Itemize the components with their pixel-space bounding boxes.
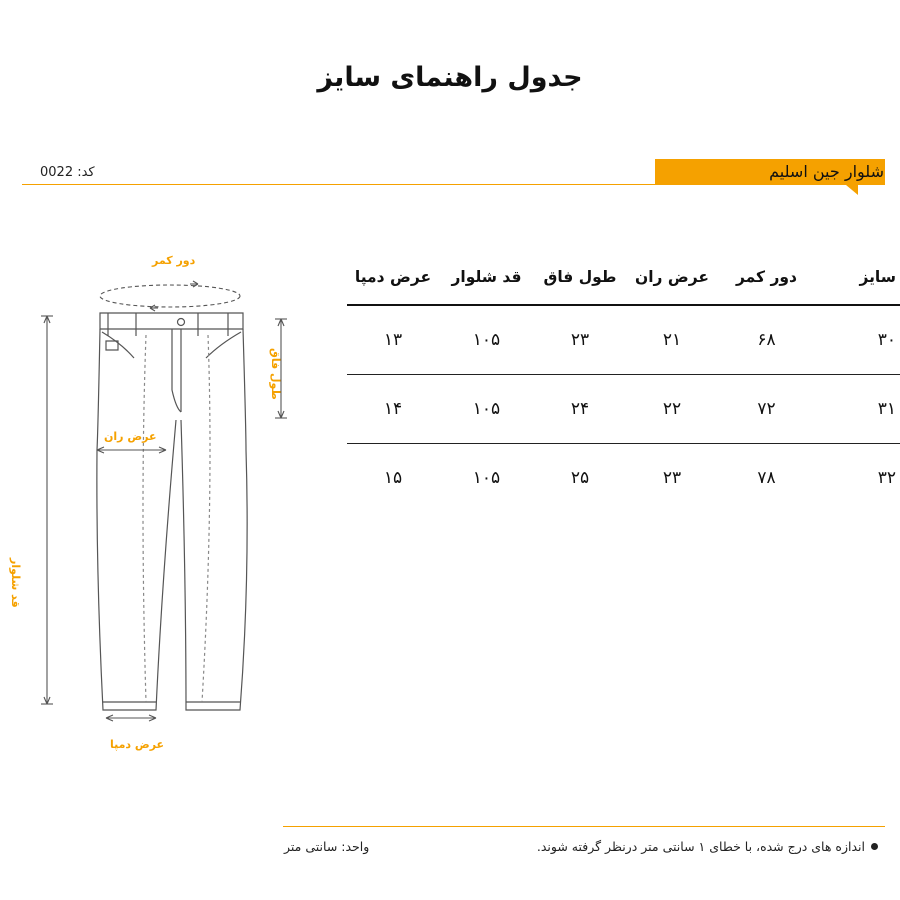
cell-waist: ۷۲ — [718, 375, 815, 444]
footer-unit: واحد: سانتی متر — [284, 839, 370, 854]
cell-rise: ۲۵ — [570, 468, 590, 488]
product-tab-notch — [846, 185, 858, 195]
waist-label: دور کمر — [152, 254, 196, 267]
table-row — [347, 305, 900, 375]
cell-waist: ۷۸ — [757, 468, 776, 488]
cell-hem: ۱۵ — [383, 468, 403, 488]
header-waist: دور کمر — [718, 250, 815, 305]
table-header-row — [347, 250, 900, 305]
table-row — [347, 444, 900, 513]
cell-rise: ۲۳ — [534, 305, 626, 375]
header-length: قد شلوار — [439, 250, 534, 305]
cell-thigh: ۲۲ — [626, 375, 718, 444]
product-code: کد: 0022 — [40, 165, 95, 180]
cell-size: ۳۰ — [815, 305, 900, 375]
footer-divider — [283, 826, 885, 827]
page-title: جدول راهنمای سایز — [317, 62, 583, 93]
cell-hem: ۱۳ — [347, 305, 439, 375]
rise-label: طول فاق — [269, 348, 282, 400]
cell-waist: ۶۸ — [718, 305, 815, 375]
header-rise: طول فاق — [534, 250, 626, 305]
footer-note — [537, 839, 878, 854]
cell-length: ۱۰۵ — [439, 375, 534, 444]
cell-length: ۱۰۵ — [439, 305, 534, 375]
length-label: قد شلوار — [9, 558, 22, 608]
jeans-illustration — [0, 240, 340, 780]
size-table — [347, 250, 900, 512]
cell-rise: ۲۴ — [534, 375, 626, 444]
hem-label: عرض دمپا — [110, 738, 165, 751]
header-hem: عرض دمپا — [347, 250, 439, 305]
header-divider — [22, 184, 657, 185]
cell-hem: ۱۴ — [347, 375, 439, 444]
cell-size: ۳۱ — [815, 375, 900, 444]
thigh-label: عرض ران — [104, 430, 157, 443]
bullet-icon — [871, 843, 878, 850]
jeans-diagram — [0, 240, 340, 780]
cell-length: ۱۰۵ — [472, 468, 501, 488]
product-name: شلوار جین اسلیم — [769, 162, 884, 181]
footer-note-text: اندازه های درج شده، با خطای ۱ سانتی متر درنظر گرفته شوند. — [536, 839, 865, 854]
table-row — [347, 375, 900, 444]
header-thigh: عرض ران — [626, 250, 718, 305]
cell-thigh: ۲۱ — [626, 305, 718, 375]
cell-thigh: ۲۳ — [662, 468, 682, 488]
header-size: سایز — [815, 250, 900, 305]
cell-size: ۳۲ — [877, 468, 896, 488]
